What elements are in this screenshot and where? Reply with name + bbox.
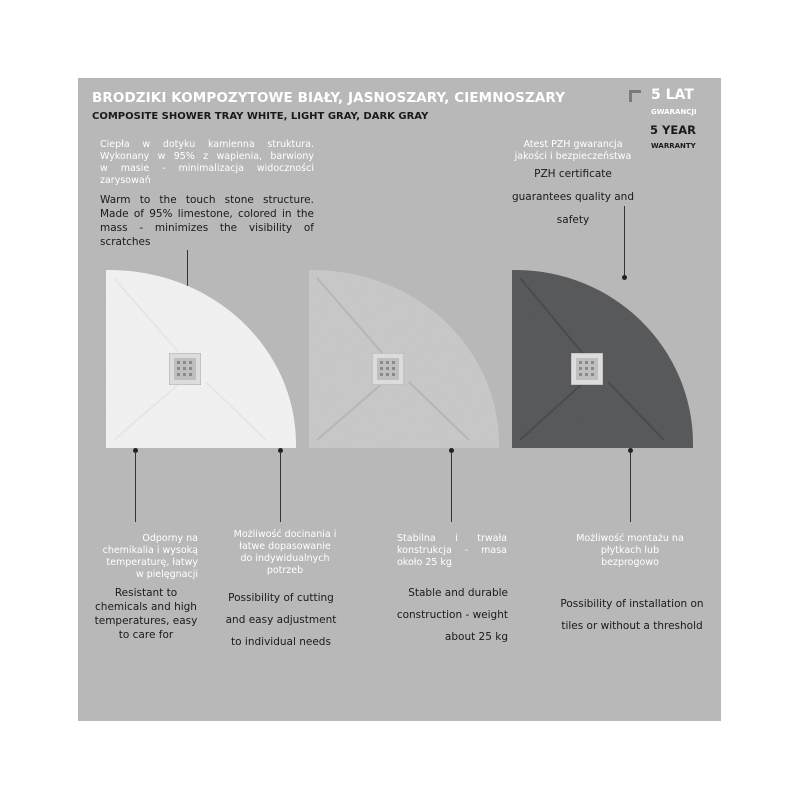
drain-grate-icon	[372, 353, 404, 385]
text-line: Wykonany w 95% z wapienia, barwiony	[100, 151, 314, 162]
text-line: PZH certificate	[534, 168, 612, 180]
warranty-corner-icon	[629, 90, 641, 102]
drain-grate-icon	[169, 353, 201, 385]
feature-cutting-en	[218, 587, 344, 653]
text-line: Możliwość montażu na	[576, 533, 684, 544]
text-line: tiles or without a threshold	[561, 620, 703, 632]
text-line: and easy adjustment	[225, 614, 337, 626]
light-gray-tray	[309, 270, 499, 448]
feature-resistant-pl	[80, 533, 198, 581]
text-line: Possibility of installation on	[560, 598, 704, 610]
text-line: Made of 95% limestone, colored in the	[100, 208, 314, 220]
connector-line	[135, 452, 136, 522]
feature-stable-en	[388, 582, 508, 648]
feature-stone-structure-pl	[100, 139, 314, 187]
text-line: jakości i bezpieczeństwa	[514, 151, 632, 162]
text-line: chemicals and high	[95, 601, 197, 613]
feature-resistant-en	[84, 586, 208, 642]
text-line: potrzeb	[266, 565, 304, 576]
text-line: guarantees quality and	[511, 191, 635, 203]
white-tray	[106, 270, 296, 448]
text-line: Possibility of cutting	[228, 592, 334, 604]
feature-install-pl	[565, 533, 695, 569]
page-title: BRODZIKI KOMPOZYTOWE BIAŁY, JASNOSZARY, CIEMNOSZARY	[92, 90, 566, 106]
text-line: konstrukcja - masa	[397, 545, 507, 556]
text-line: Stable and durable	[408, 587, 508, 599]
warranty-years-en: 5 YEAR	[650, 123, 696, 137]
text-line: w pielęgnacji	[135, 569, 198, 580]
feature-cutting-pl	[220, 529, 350, 577]
text-line: to care for	[118, 629, 174, 641]
text-line: zarysowań	[100, 175, 151, 186]
drain-grate-icon	[571, 353, 603, 385]
text-line: Warm to the touch stone structure.	[100, 194, 314, 206]
text-line: temperatures, easy	[94, 615, 198, 627]
text-line: Odporny na	[142, 533, 198, 544]
text-line: to individual needs	[231, 636, 331, 648]
connector-line	[451, 452, 452, 522]
text-line: safety	[556, 214, 590, 226]
text-line: chemikalia i wysoką	[102, 545, 198, 556]
text-line: Stabilna i trwała	[397, 533, 507, 544]
page-subtitle: COMPOSITE SHOWER TRAY WHITE, LIGHT GRAY, DARK GRAY	[92, 111, 429, 122]
text-line: Ciepła w dotyku kamienna struktura.	[100, 139, 314, 150]
feature-stable-pl	[397, 533, 507, 569]
text-line: Atest PZH gwarancja	[523, 139, 623, 150]
text-line: Możliwość docinania i	[233, 529, 337, 540]
text-line: scratches	[100, 236, 151, 248]
text-line: temperaturę, łatwy	[106, 557, 198, 568]
text-line: do indywidualnych	[240, 553, 330, 564]
text-line: około 25 kg	[397, 557, 452, 568]
connector-line	[630, 452, 631, 522]
feature-install-en	[552, 593, 712, 637]
text-line: łatwe dopasowanie	[239, 541, 331, 552]
feature-pzh-en	[498, 163, 648, 232]
text-line: bezprogowo	[601, 557, 659, 568]
warranty-label-pl: GWARANCJI	[651, 108, 697, 116]
text-line: mass - minimizes the visibility of	[100, 222, 314, 234]
feature-pzh-pl	[498, 139, 648, 163]
warranty-years-pl: 5 LAT	[651, 87, 694, 103]
warranty-label-en: WARRANTY	[651, 142, 696, 150]
connector-line	[624, 206, 625, 278]
text-line: płytkach lub	[600, 545, 660, 556]
text-line: Resistant to	[114, 587, 178, 599]
feature-stone-structure-en	[100, 193, 314, 249]
text-line: about 25 kg	[444, 631, 508, 643]
text-line: w masie - minimalizacja widoczności	[100, 163, 314, 174]
text-line: construction - weight	[396, 609, 508, 621]
connector-line	[280, 452, 281, 522]
